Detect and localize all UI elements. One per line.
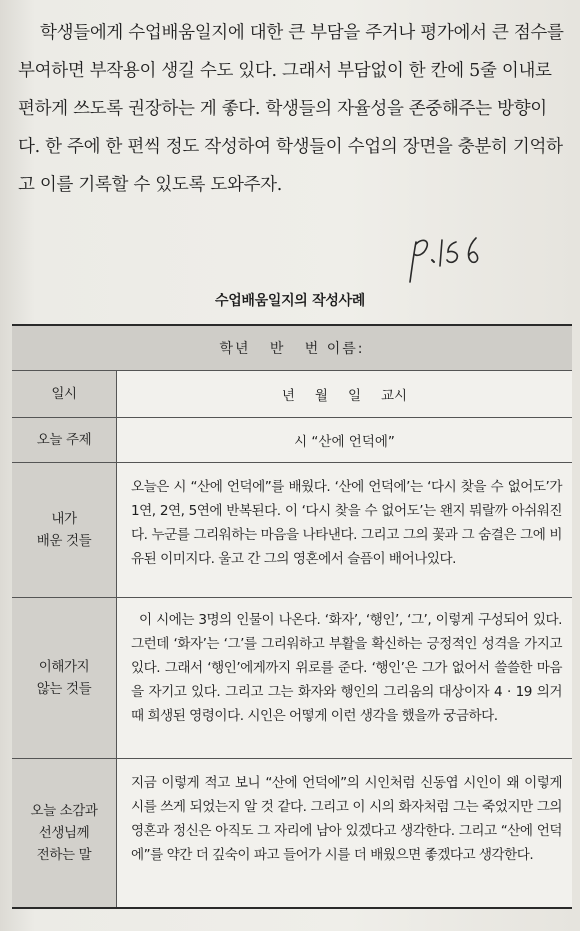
impressions-text: 지금 이렇게 적고 보니 “산에 언덕에”의 시인처럼 신동엽 시인이 왜 이렇게 시를 쓰게 되었는지 알 것 같다. 그리고 이 시의 화자처럼 그는 죽었지만 그의 영혼과 정신은 아직도 그 자리에 남아 있겠다고 생각한다. 그리고 “산에 언덕에”를 약간 더 깊숙이 파고 들어가 시를 더 배웠으면 좋겠다고 생각한다. — [131, 775, 562, 863]
student-info-header — [12, 326, 572, 371]
not-understood-text: 이 시에는 3명의 인물이 나온다. ‘화자’, ‘행인’, ‘그’, 이렇게 구성되어 있다. 그런데 ‘화자’는 ‘그’를 그리워하고 부활을 확신하는 긍정적인 성격을 가지고 있다. 그래서 ‘행인’에게까지 위로를 준다. ‘행인’은 그가 없어서 쓸쓸한 마음을 자기고 있다. 그리고 그는 화자와 행인의 그리움의 대상이자 4 · 19 의거 때 희생된 영령이다. 시인은 어떻게 이런 생각을 했을까 궁금하다. — [131, 612, 562, 724]
intro-paragraph: 학생들에게 수업배움일지에 대한 큰 부담을 주거나 평가에서 큰 점수를 부여하면 부작용이 생길 수도 있다. 그래서 부담없이 한 칸에 5줄 이내로 편하게 쓰도록 권장하는 게 좋다. 학생들의 자율성을 존중해주는 방향이다. 한 주에 한 편씩 정도 작성하여 학생들이 수업의 장면을 충분히 기억하고 이를 기록할 수 있도록 도와주자. — [18, 23, 564, 195]
handwritten-page-note — [402, 232, 492, 292]
student-info-label: 학년 반 번 이름: — [219, 341, 365, 357]
date-label: 일시 — [12, 371, 117, 417]
date-day: 일 — [347, 388, 362, 404]
not-understood-label: 이해가지 않는 것들 — [12, 598, 117, 758]
topic-value: 시 “산에 언덕에” — [294, 434, 395, 450]
topic-row — [12, 418, 572, 463]
date-month: 월 — [314, 388, 328, 404]
impressions-row — [12, 759, 572, 907]
learned-label: 내가 배운 것들 — [12, 463, 117, 597]
date-period: 교시 — [381, 388, 408, 404]
date-year: 년 — [281, 388, 295, 404]
class-journal-table — [12, 324, 572, 909]
learned-row — [12, 463, 572, 598]
date-row — [12, 371, 572, 418]
impressions-label: 오늘 소감과 선생님께 전하는 말 — [12, 759, 117, 907]
learned-text: 오늘은 시 “산에 언덕에”를 배웠다. ‘산에 언덕에’는 ‘다시 찾을 수 없어도’가 1연, 2연, 5연에 반복된다. 이 ‘다시 찾을 수 없어도’는 왠지 뭐랄까 아쉬워진다. 누군를 그리워하는 마음을 나타낸다. 그리고 그의 꽃과 그 숨결은 그에 비유된 이미지다. 울고 간 그의 영혼에서 슬픔이 배어나있다. — [131, 479, 562, 567]
topic-label: 오늘 주제 — [12, 418, 117, 462]
not-understood-row — [12, 598, 572, 759]
table-caption: 수업배움일지의 작성사례 — [214, 293, 366, 309]
date-value — [117, 371, 572, 417]
